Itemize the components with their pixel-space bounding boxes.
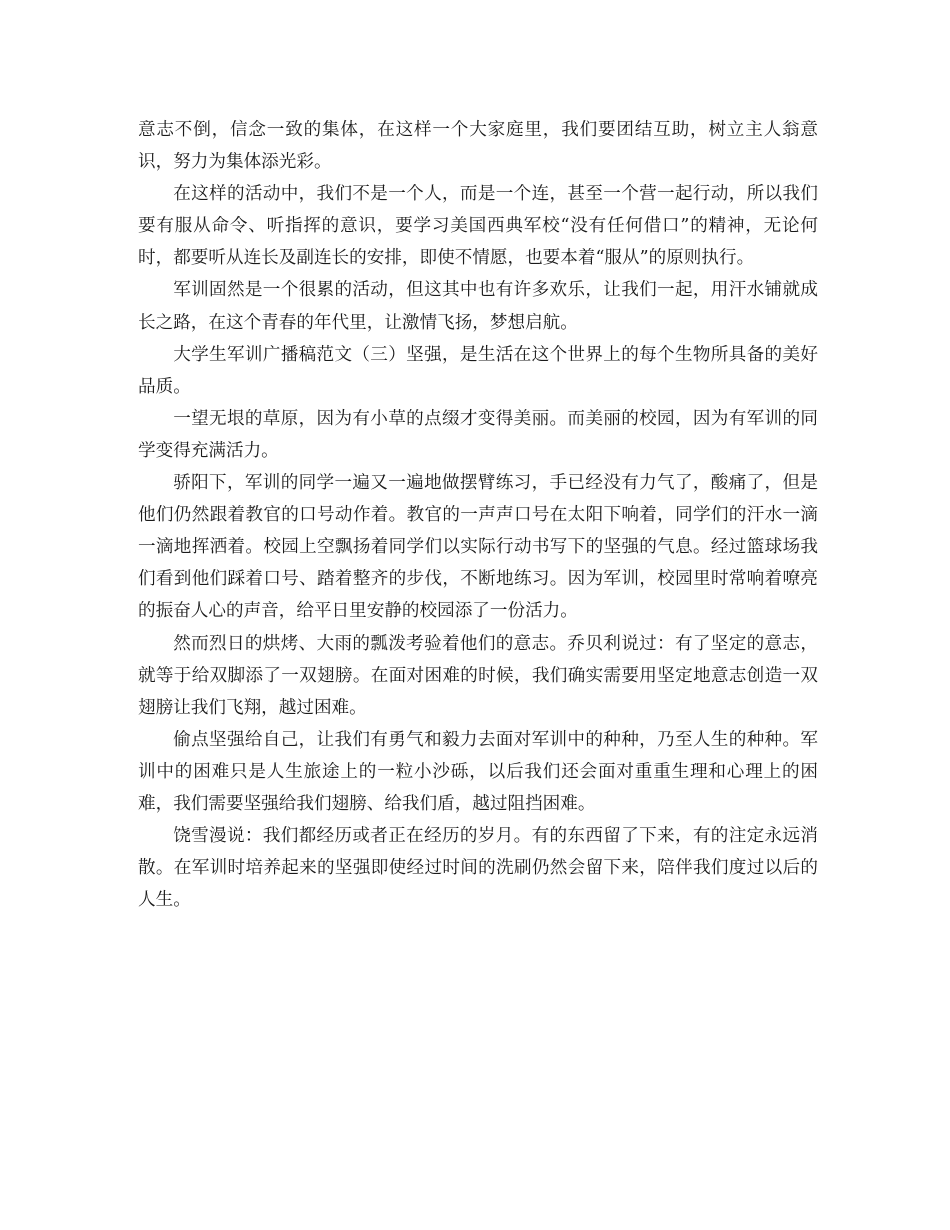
document-body	[138, 114, 818, 916]
paragraph-4: 大学生军训广播稿范文（三）坚强，是生活在这个世界上的每个生物所具备的美好品质。	[138, 344, 818, 397]
paragraph-3: 军训固然是一个很累的活动，但这其中也有许多欢乐，让我们一起，用汗水铺就成长之路，在这个青春的年代里，让激情飞扬，梦想启航。	[138, 280, 818, 333]
paragraph-2: 在这样的活动中，我们不是一个人，而是一个连，甚至一个营一起行动，所以我们要有服从命令、听指挥的意识，要学习美国西典军校“没有任何借口”的精神，无论何时，都要听从连长及副连长的安排，即使不情愿，也要本着“服从”的原则执行。	[138, 184, 818, 269]
paragraph-5: 一望无垠的草原，因为有小草的点缀才变得美丽。而美丽的校园，因为有军训的同学变得充满活力。	[138, 408, 818, 461]
paragraph-8: 偷点坚强给自己，让我们有勇气和毅力去面对军训中的种种，乃至人生的种种。军训中的困难只是人生旅途上的一粒小沙砾，以后我们还会面对重重生理和心理上的困难，我们需要坚强给我们翅膀、给我们盾，越过阻挡困难。	[138, 729, 818, 814]
paragraph-6: 骄阳下，军训的同学一遍又一遍地做摆臂练习，手已经没有力气了，酸痛了，但是他们仍然跟着教官的口号动作着。教官的一声声口号在太阳下响着，同学们的汗水一滴一滴地挥洒着。校园上空飘扬着同学们以实际行动书写下的坚强的气息。经过篮球场我们看到他们踩着口号、踏着整齐的步伐，不断地练习。因为军训，校园里时常响着嘹亮的振奋人心的声音，给平日里安静的校园添了一份活力。	[138, 473, 818, 622]
paragraph-1: 意志不倒，信念一致的集体，在这样一个大家庭里，我们要团结互助，树立主人翁意识，努力为集体添光彩。	[138, 120, 818, 173]
paragraph-7: 然而烈日的烘烤、大雨的瓢泼考验着他们的意志。乔贝利说过：有了坚定的意志，就等于给双脚添了一双翅膀。在面对困难的时候，我们确实需要用坚定地意志创造一双翅膀让我们飞翔，越过困难。	[138, 633, 818, 718]
paragraph-9: 饶雪漫说：我们都经历或者正在经历的岁月。有的东西留了下来，有的注定永远消散。在军训时培养起来的坚强即使经过时间的洗刷仍然会留下来，陪伴我们度过以后的人生。	[138, 826, 818, 911]
